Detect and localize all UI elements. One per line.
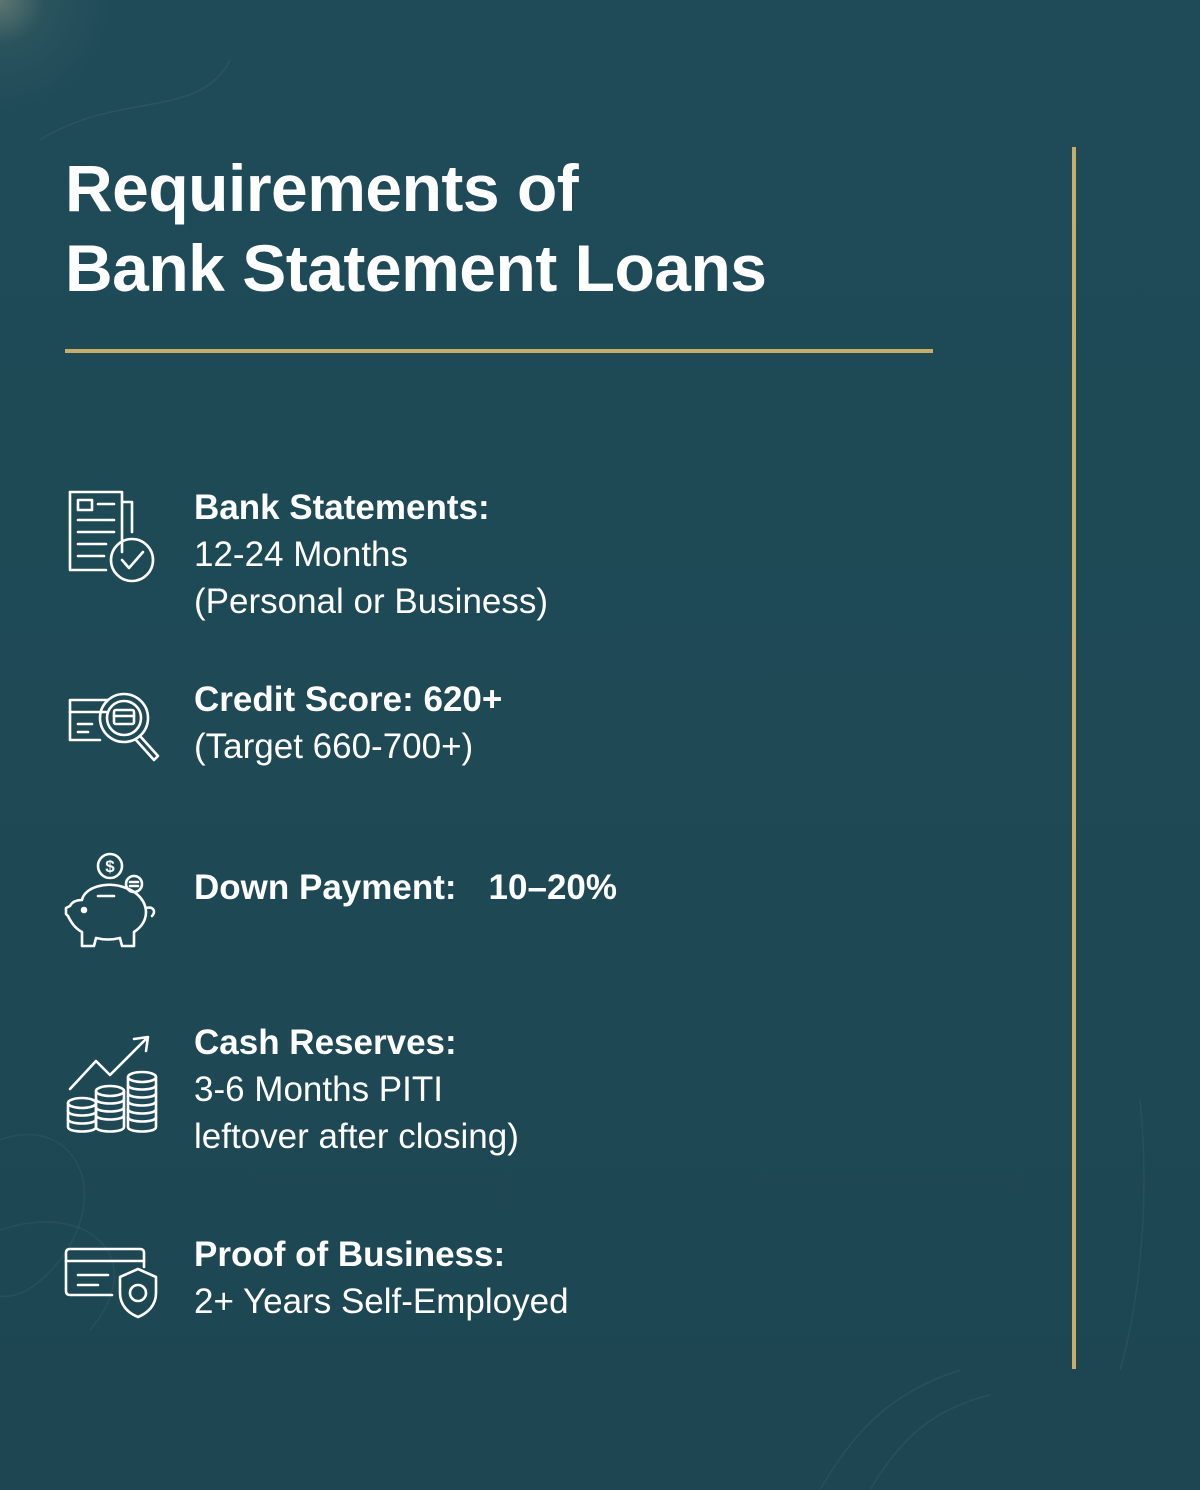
requirement-detail: 3-6 Months PITI — [194, 1070, 443, 1109]
piggy-bank-coin-icon — [62, 850, 162, 950]
business-card-shield-icon — [62, 1239, 162, 1339]
requirement-down-payment-text — [194, 864, 617, 911]
page-title-line-1: Requirements of — [65, 151, 579, 225]
requirement-detail: 12-24 Months — [194, 535, 409, 574]
coin-stacks-growth-arrow-icon — [62, 1031, 162, 1131]
credit-card-magnifier-icon — [62, 678, 162, 778]
requirement-label: Proof of Business: — [194, 1235, 506, 1274]
requirement-cash-reserves-text — [194, 1019, 519, 1160]
page-title — [65, 148, 767, 308]
requirement-label: Credit Score: 620+ — [194, 680, 503, 719]
svg-text:$: $ — [105, 857, 115, 876]
requirement-credit-score-text — [194, 676, 502, 770]
requirement-value: 10–20% — [488, 868, 617, 907]
title-divider — [65, 349, 933, 353]
page-title-line-2: Bank Statement Loans — [65, 231, 767, 305]
requirement-bank-statements-text — [194, 484, 548, 625]
vertical-divider — [1072, 147, 1076, 1369]
requirement-label: Bank Statements: — [194, 488, 490, 527]
requirement-detail: 2+ Years Self-Employed — [194, 1282, 569, 1321]
requirement-proof-of-business-text — [194, 1231, 569, 1325]
requirement-detail: (Target 660-700+) — [194, 727, 474, 766]
requirement-label: Cash Reserves: — [194, 1023, 457, 1062]
requirement-detail: leftover after closing) — [194, 1117, 519, 1156]
bank-statement-document-check-icon — [62, 488, 162, 588]
requirement-detail: (Personal or Business) — [194, 582, 549, 621]
requirement-label: Down Payment: — [194, 868, 457, 907]
